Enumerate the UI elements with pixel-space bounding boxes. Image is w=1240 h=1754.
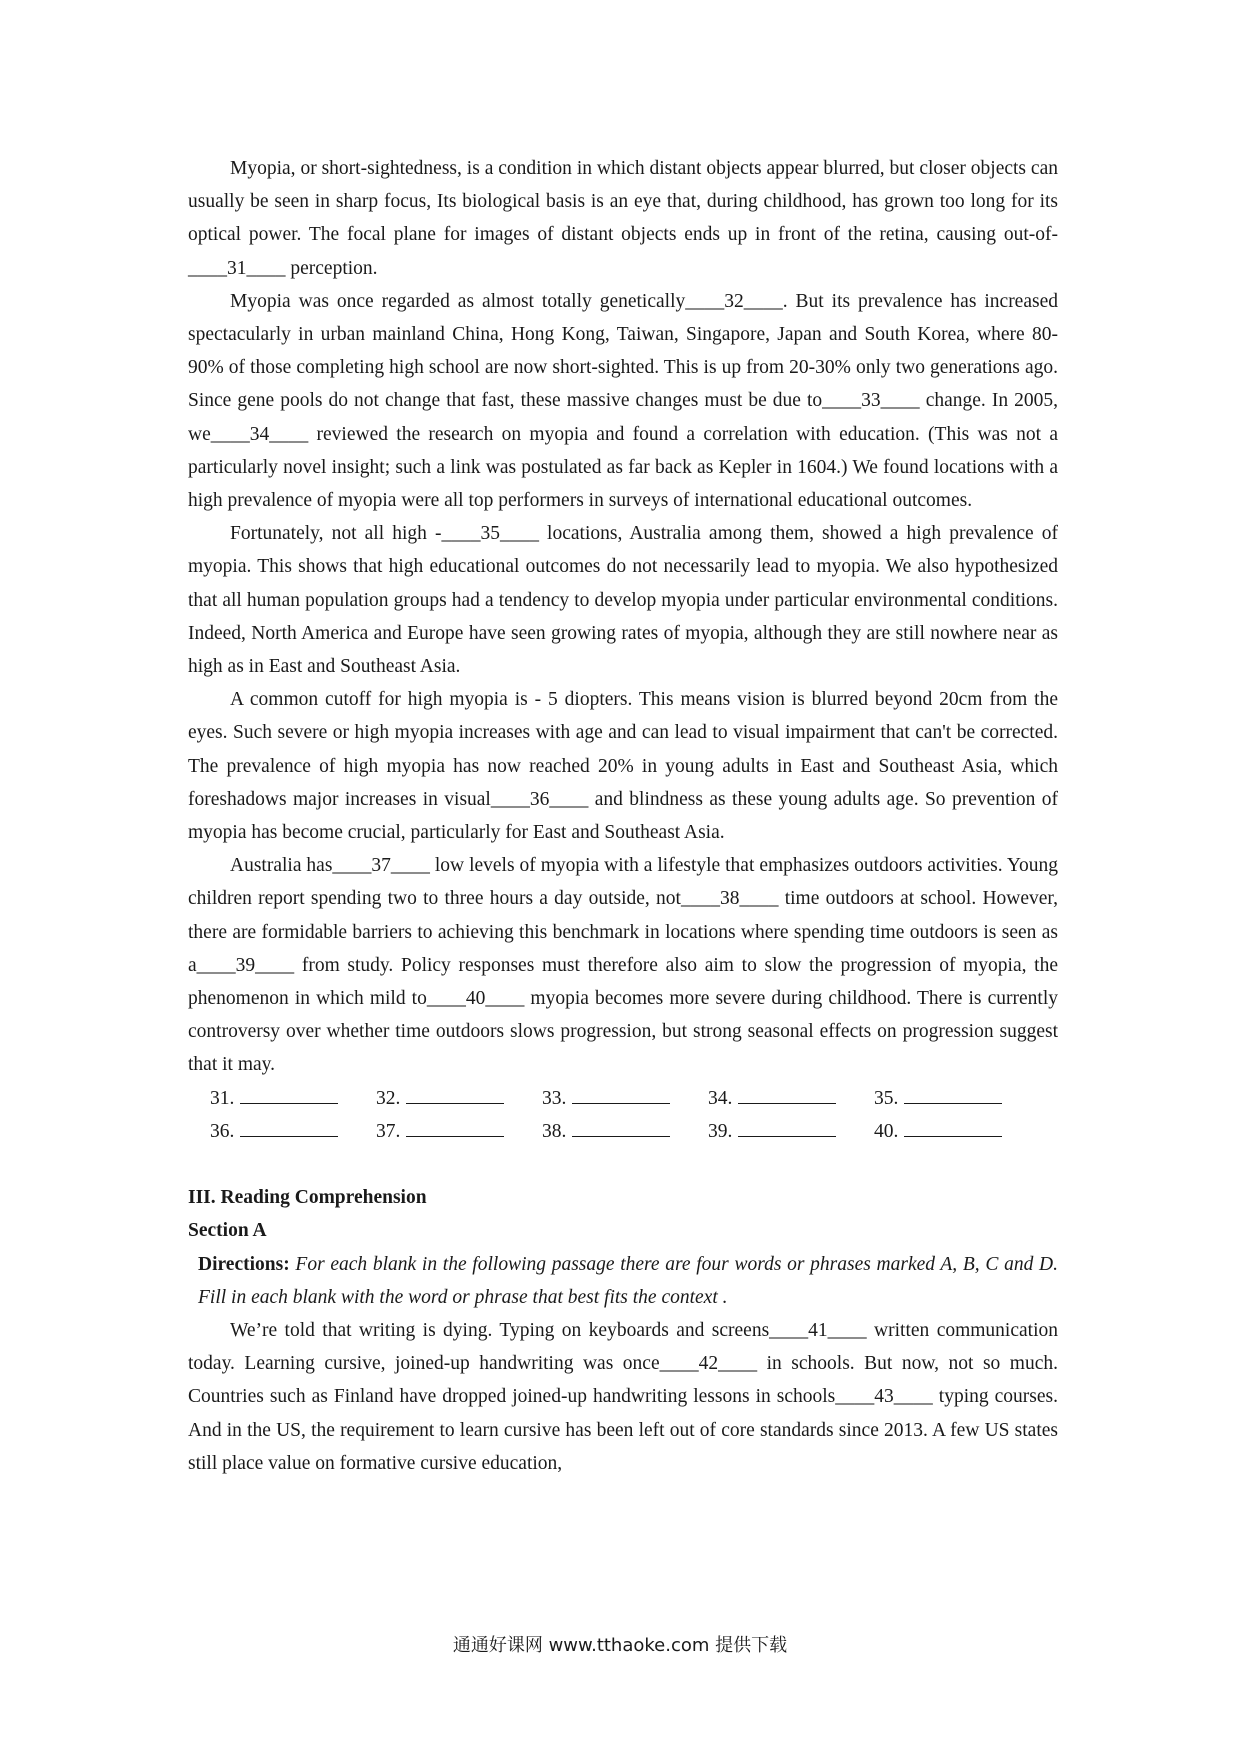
section-a-title: Section A: [188, 1220, 267, 1242]
directions-text: For each blank in the following passage there are four words or phrases marked A, B, C and D. Fill in each blank with the word or phrase that best fits the context .: [198, 1253, 1058, 1308]
section-title: III. Reading Comprehension: [188, 1187, 427, 1209]
answer-blank[interactable]: 35.: [852, 1082, 1018, 1115]
answer-row-1: [188, 1082, 1058, 1115]
answer-row-2: [188, 1115, 1058, 1148]
answer-blank[interactable]: 31.: [188, 1082, 354, 1115]
passage1-paragraph-3: Fortunately, not all high -____35____ locations, Australia among them, showed a high prevalence of myopia. This shows that high educational outcomes do not necessarily lead to myopia. We also hypothesized that all human population groups had a tendency to develop myopia under particular environmental conditions. Indeed, North America and Europe have seen growing rates of myopia, although they are still nowhere near as high as in East and Southeast Asia.: [188, 523, 1058, 678]
passage1-paragraph-5: Australia has____37____ low levels of myopia with a lifestyle that emphasizes outdoors activities. Young children report spending two to three hours a day outside, not____38____ time outdoors at school. However, there are formidable barriers to achieving this benchmark in locations where spending time outdoors is seen as a____39____ from study. Policy responses must therefore also aim to slow the progression of myopia, the phenomenon in which mild to____40____ myopia becomes more severe during childhood. There is currently controversy over whether time outdoors slows progression, but strong seasonal effects on progression suggest that it may.: [188, 855, 1058, 1076]
answer-blank[interactable]: 38.: [520, 1115, 686, 1148]
page-footer: 通通好课网 www.tthaoke.com 提供下载: [452, 1635, 788, 1656]
passage1-paragraph-4: A common cutoff for high myopia is - 5 diopters. This means vision is blurred beyond 20cm from the eyes. Such severe or high myopia increases with age and can lead to visual impairment that can't be corrected. The prevalence of high myopia has now reached 20% in young adults in East and Southeast Asia, which foreshadows major increases in visual____36____ and blindness as these young adults age. So prevention of myopia has become crucial, particularly for East and Southeast Asia.: [188, 689, 1058, 844]
answer-blank[interactable]: 39.: [686, 1115, 852, 1148]
directions: [188, 1248, 1058, 1314]
answer-blank[interactable]: 36.: [188, 1115, 354, 1148]
answer-blank[interactable]: 37.: [354, 1115, 520, 1148]
answer-blanks: [188, 1082, 1058, 1148]
passage2-paragraph-1: We’re told that writing is dying. Typing on keyboards and screens____41____ written communication today. Learning cursive, joined-up handwriting was once____42____ in schools. But now, not so much. Countries such as Finland have dropped joined-up handwriting lessons in schools____43____ typing courses. And in the US, the requirement to learn cursive has been left out of core standards since 2013. A few US states still place value on formative cursive education,: [188, 1319, 1058, 1474]
passage1-paragraph-2: Myopia was once regarded as almost totally genetically____32____. But its prevalence has increased spectacularly in urban mainland China, Hong Kong, Taiwan, Singapore, Japan and South Korea, where 80-90% of those completing high school are now short-sighted. This is up from 20-30% only two generations ago. Since gene pools do not change that fast, these massive changes must be due to____33____ change. In 2005, we____34____ reviewed the research on myopia and found a correlation with education. (This was not a particularly novel insight; such a link was postulated as far back as Kepler in 1604.) We found locations with a high prevalence of myopia were all top performers in surveys of international educational outcomes.: [188, 290, 1058, 512]
answer-blank[interactable]: 34.: [686, 1082, 852, 1115]
answer-blank[interactable]: 40.: [852, 1115, 1018, 1148]
document-page: [188, 152, 1058, 1480]
answer-blank[interactable]: 33.: [520, 1082, 686, 1115]
directions-label: Directions:: [198, 1253, 290, 1275]
answer-blank[interactable]: 32.: [354, 1082, 520, 1115]
passage1-paragraph-1: Myopia, or short-sightedness, is a condition in which distant objects appear blurred, but closer objects can usually be seen in sharp focus, Its biological basis is an eye that, during childhood, has grown too long for its optical power. The focal plane for images of distant objects ends up in front of the retina, causing out-of-____31____ perception.: [188, 158, 1058, 279]
